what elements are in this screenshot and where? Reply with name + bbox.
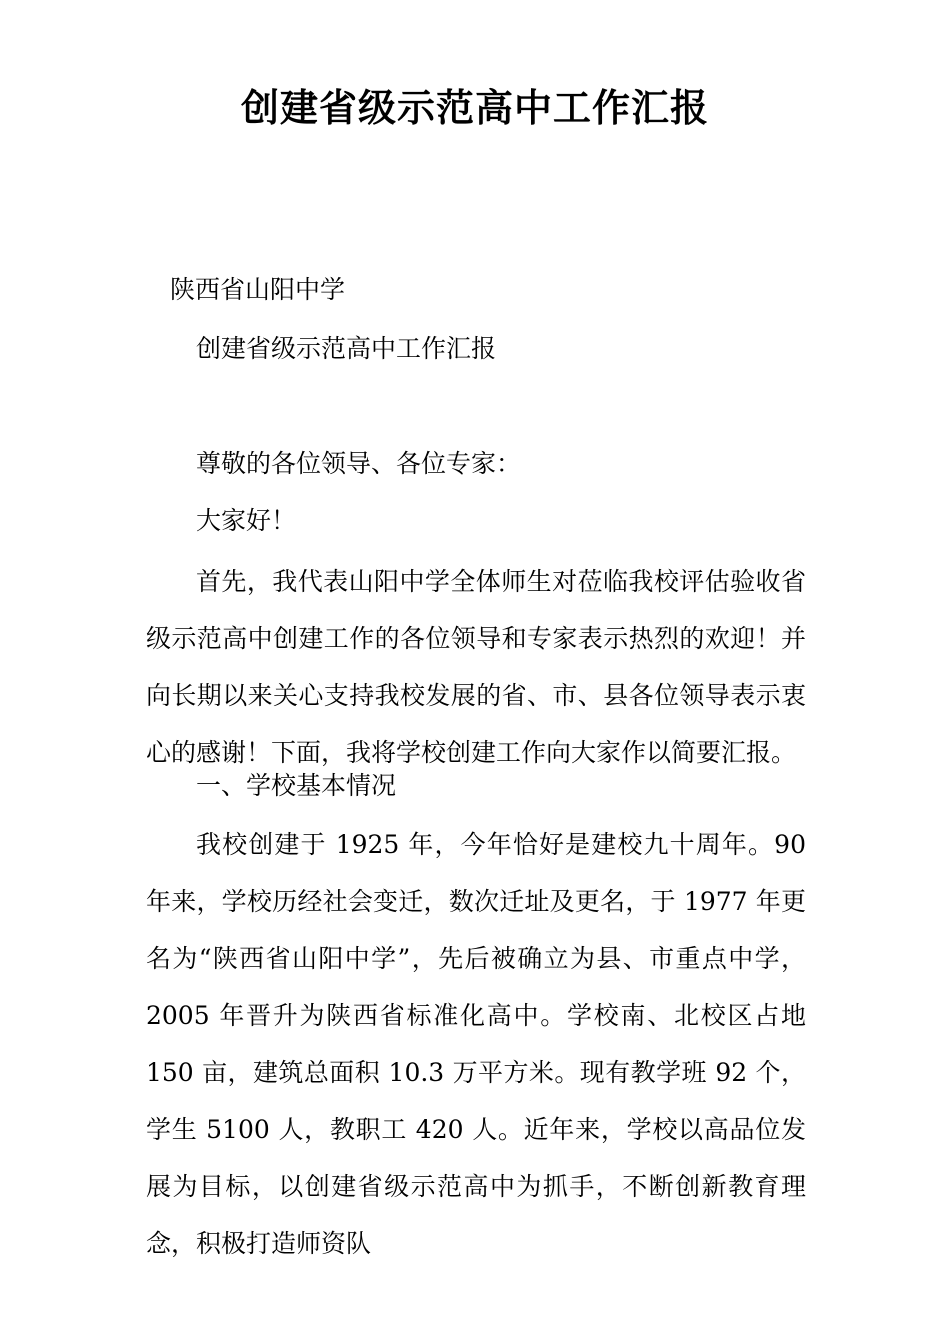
document-title: 创建省级示范高中工作汇报 [240,86,709,130]
greeting: 大家好！ [196,506,297,535]
school-name: 陕西省山阳中学 [170,275,346,304]
paragraph-welcome: 首先，我代表山阳中学全体师生对莅临我校评估验收省级示范高中创建工作的各位领导和专家表示热烈的欢迎！并向长期以来关心支持我校发展的省、市、县各位领导表示衷心的感谢！下面，我将学校创建工作向大家作以简要汇报。 [146,567,806,767]
section-heading-basic-info: 一、学校基本情况 [196,771,397,800]
salutation: 尊敬的各位领导、各位专家： [196,449,522,478]
document-subtitle: 创建省级示范高中工作汇报 [196,334,497,363]
paragraph-history: 我校创建于 1925 年，今年恰好是建校九十周年。90 年来，学校历经社会变迁，数次迁址及更名，于 1977 年更名为“陕西省山阳中学”，先后被确立为县、市重点中学，2005 年晋升为陕西省标准化高中。学校南、北校区占地 150 亩，建筑总面积 10.3 万平方米。现有教学班 92 个，学生 5100 人，教职工 420 人。近年来，学校以高品位发展为目标，以创建省级示范高中为抓手，不断创新教育理念，积极打造师资队 [146,830,806,1258]
